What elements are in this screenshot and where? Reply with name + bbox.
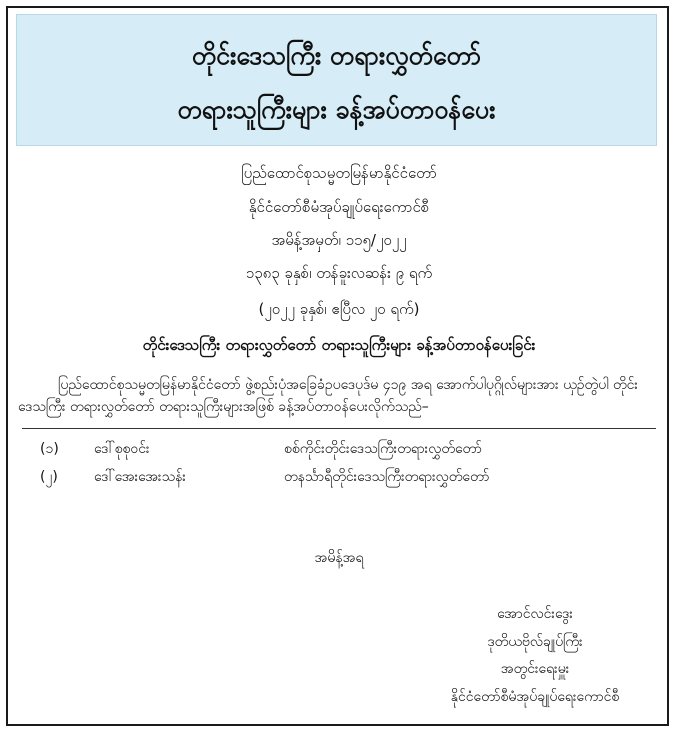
appointee-post: စစ်ကိုင်းတိုင်းဒေသကြီးတရားလွှတ်တော် [284,441,482,457]
banner-title-line-1: တိုင်းဒေသကြီး တရားလွှတ်တော် [191,41,482,70]
signer-title: အတွင်းရေးမှူး [500,661,570,677]
appointee-number: (၂) [40,469,58,485]
by-order-label: အမိန့်အရ [314,550,364,566]
gregorian-date: (၂၀၂၂ ခုနှစ်၊ ဧပြီလ ၂၀ ရက်) [258,300,420,318]
subject-heading: တိုင်းဒေသကြီး တရားလွှတ်တော် တရားသူကြီးများ ခန့်အပ်တာဝန်ပေးခြင်း [142,336,536,354]
council-name: နိုင်ငံတော်စီမံအုပ်ချုပ်ရေးကောင်စီ [248,198,430,216]
appointee-name: ဒေါ်အေးအေးသန်း [94,469,186,485]
body-paragraph: ပြည်ထောင်စုသမ္မတမြန်မာနိုင်ငံတော် ဖွဲ့စည်းပုံအခြေခံဥပဒေပုဒ်မ ၄၁၉ အရ အောက်ပါပုဂ္ဂိုလ်များအား ယှဉ်တွဲပါ တိုင်းဒေသကြီး တရားလွှတ်တော် တရားသူကြီးများအဖြစ် ခန့်အပ်တာဝန်ပေးလိုက်သည်– [18,377,638,415]
signer-rank: ဒုတိယဗိုလ်ချုပ်ကြီး [487,634,583,650]
myanmar-date: ၁၃၈၃ ခုနှစ်၊ တန်ခူးလဆန်း ၉ ရက် [245,264,433,282]
title-banner [16,14,657,146]
order-number: အမိန့်အမှတ်၊ ၁၁၅/၂၀၂၂ [271,231,407,249]
signer-organization: နိုင်ငံတော်စီမံအုပ်ချုပ်ရေးကောင်စီ [450,689,620,705]
banner-title-line-2: တရားသူကြီးများ ခန့်အပ်တာဝန်ပေး [177,95,496,124]
appointee-name: ဒေါ်စုစုဝင်း [94,441,150,457]
divider [22,428,656,429]
appointee-number: (၁) [40,441,59,457]
government-name: ပြည်ထောင်စုသမ္မတမြန်မာနိုင်ငံတော် [241,164,437,182]
signer-name: အောင်လင်းဒွေး [497,606,573,622]
appointee-post: တနင်္သာရီတိုင်းဒေသကြီးတရားလွှတ်တော် [284,469,490,485]
